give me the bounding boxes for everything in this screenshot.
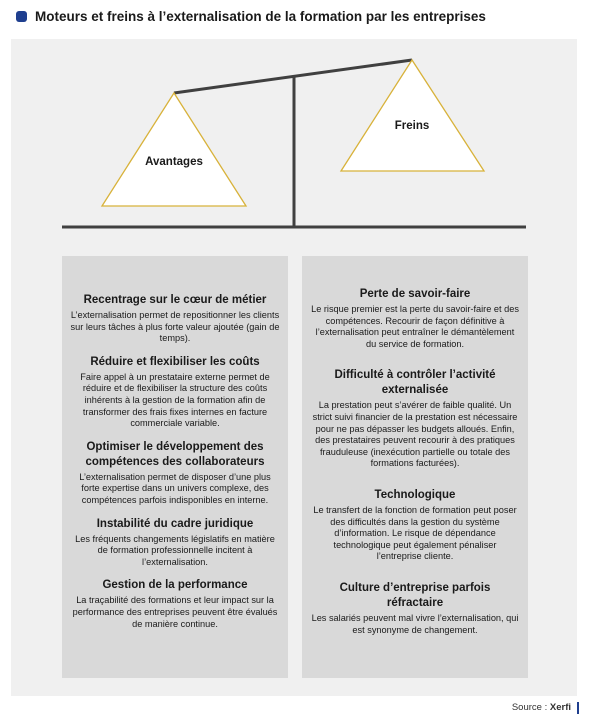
advantage-heading: Réduire et flexibiliser les coûts	[90, 355, 260, 368]
brake-item	[310, 368, 520, 470]
brake-item	[310, 287, 520, 350]
source-label: Source :	[511, 702, 550, 713]
brake-heading: Technologique	[374, 488, 456, 501]
source-name: Xerfi	[549, 702, 571, 713]
brake-heading: Perte de savoir-faire	[359, 288, 471, 300]
advantage-text: La traçabilité des formations et leur impact sur la performance des entreprises peuvent être évalués de manière continue.	[72, 595, 278, 629]
brake-text: La prestation peut s’avérer de faible qualité. Un strict suivi financier de la prestation est nécessaire pour ne pas dépasser les budgets alloués. Enfin, des prestataires peuvent recourir à des pratiques frauduleuse (inexécution partielle ou totale des formations facturées).	[312, 400, 518, 469]
balance-scale	[0, 0, 592, 260]
advantage-heading: Optimiser le développement des compétences des collaborateurs	[85, 440, 265, 468]
page-title: Moteurs et freins à l’externalisation de la formation par les entreprises	[35, 9, 486, 24]
brake-heading: Culture d’entreprise parfois réfractaire	[339, 581, 491, 609]
brake-text: Le transfert de la fonction de formation peut poser des difficultés dans la gestion du système d’information. Le risque de dépendance technologique peut également pénaliser l’entreprise cliente.	[313, 504, 517, 562]
advantage-text: Les fréquents changements législatifs en matière de formation professionnelle incitent à l’externalisation.	[75, 533, 275, 567]
advantage-text: L’externalisation permet de repositionner les clients sur leurs tâches à plus forte valeur ajoutée (gain de temps).	[70, 310, 280, 344]
brake-text: Les salariés peuvent mal vivre l’externalisation, qui est synonyme de changement.	[311, 612, 519, 635]
brake-item	[310, 581, 520, 636]
advantages-column	[62, 256, 288, 678]
brake-item	[310, 488, 520, 563]
advantage-item	[70, 293, 280, 345]
source-credit	[512, 702, 579, 714]
advantages-triangle	[102, 93, 246, 206]
advantages-label: Avantages	[145, 156, 203, 168]
brake-heading: Difficulté à contrôler l’activité externalisée	[334, 369, 496, 397]
advantage-item	[70, 517, 280, 569]
advantage-item	[70, 440, 280, 507]
advantage-text: Faire appel à un prestataire externe permet de réduire et de flexibiliser la structure des coûts inhérents à la gestion de la formation afin de transformer des frais fixes internes en facture commerciale variable.	[80, 371, 270, 429]
advantage-heading: Instabilité du cadre juridique	[96, 517, 254, 530]
advantage-item	[70, 578, 280, 630]
advantage-heading: Recentrage sur le cœur de métier	[83, 294, 267, 306]
brakes-label: Freins	[394, 120, 430, 132]
advantage-text: L’externalisation permet de disposer d’une plus forte expertise dans un univers complexe, des compétences parfois indisponibles en interne.	[79, 471, 271, 505]
advantage-item	[70, 355, 280, 430]
brake-text: Le risque premier est la perte du savoir-faire et des compétences. Recourir de façon définitive à l’externalisation peut entraîner le démantèlement du service de formation.	[311, 304, 519, 349]
advantage-heading: Gestion de la performance	[102, 579, 248, 592]
brakes-triangle	[341, 60, 484, 171]
brakes-column	[302, 256, 528, 678]
